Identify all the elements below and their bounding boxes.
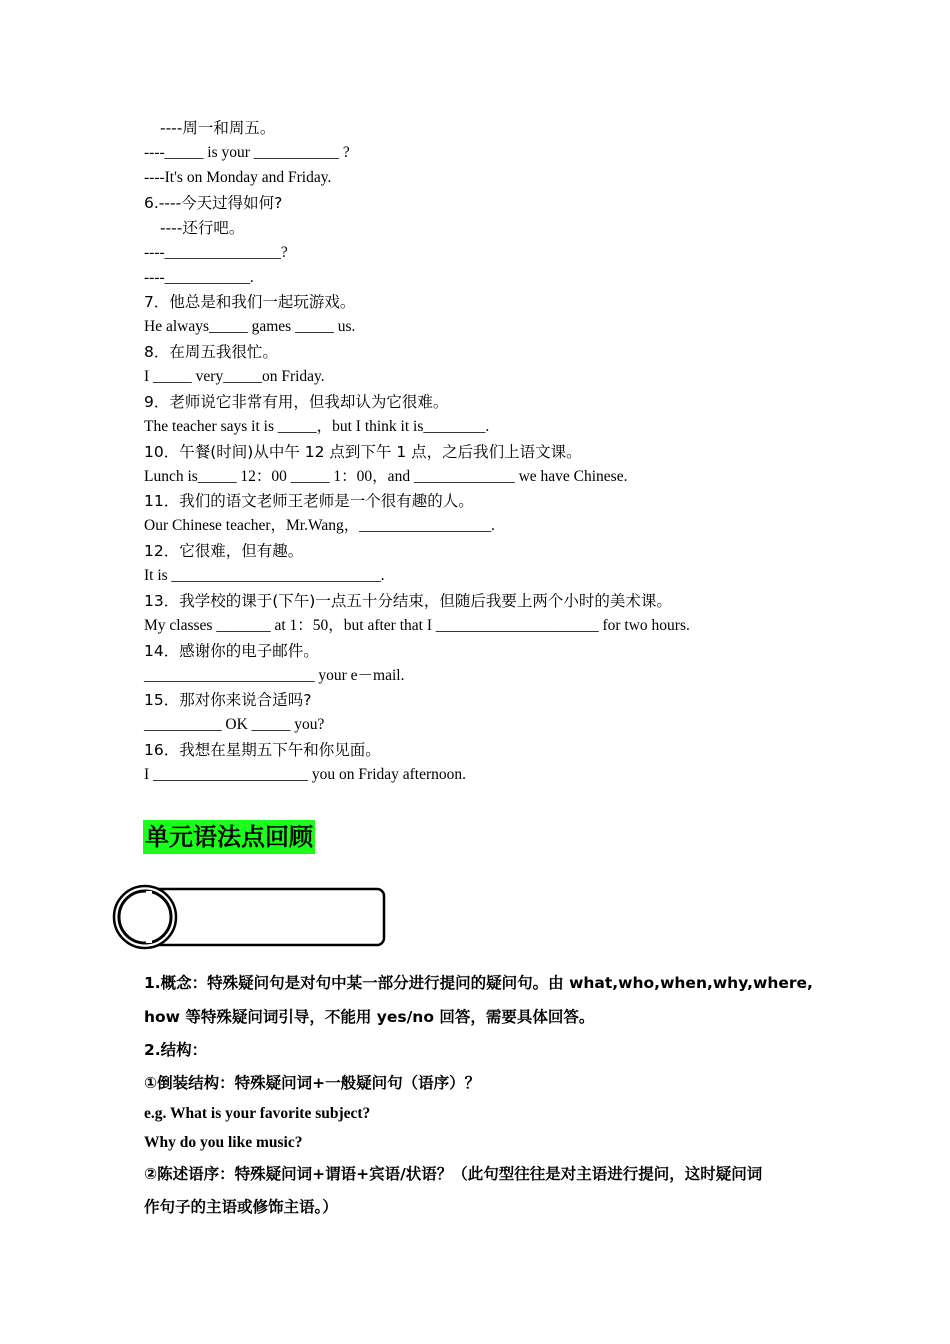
section-heading: 单元语法点回顾 [143, 820, 315, 854]
exercise-line: ----_______________? [144, 244, 288, 261]
exercise-line: 12．它很难，但有趣。 [144, 542, 304, 560]
exercise-line: He always_____ games _____ us. [144, 318, 356, 335]
exercise-line: ----还行吧。 [160, 219, 245, 237]
exercise-line: ----周一和周五。 [160, 119, 276, 137]
exercise-line: __________ OK _____ you? [144, 716, 325, 733]
exercise-line: 11．我们的语文老师王老师是一个很有趣的人。 [144, 492, 474, 510]
grammar-line: e.g. What is your favorite subject? [144, 1105, 371, 1122]
grammar-line: 1.概念：特殊疑问句是对句中某一部分进行提问的疑问句。由 what,who,when,why,where, [144, 974, 813, 992]
exercise-line: 13．我学校的课于(下午)一点五十分结束，但随后我要上两个小时的美术课。 [144, 592, 672, 610]
exercise-line: 8．在周五我很忙。 [144, 343, 278, 361]
exercise-line: 10．午餐(时间)从中午 12 点到下午 1 点，之后我们上语文课。 [144, 443, 582, 461]
exercise-line: I ____________________ you on Friday afternoon. [144, 766, 467, 783]
title-tab-decoration [112, 880, 388, 954]
exercise-line: ----It's on Monday and Friday. [144, 169, 332, 186]
grammar-line: ①倒装结构：特殊疑问词+一般疑问句（语序）？ [144, 1074, 481, 1092]
grammar-line: 作句子的主语或修饰主语。） [144, 1198, 338, 1216]
exercise-line: ----___________. [144, 269, 254, 286]
exercise-line: 14．感谢你的电子邮件。 [144, 642, 319, 660]
exercise-line: ----_____ is your ___________ ? [144, 144, 350, 161]
exercise-line: 15．那对你来说合适吗? [144, 691, 312, 709]
exercise-line: It is ___________________________. [144, 567, 385, 584]
exercise-line: 16．我想在星期五下午和你见面。 [144, 741, 381, 759]
exercise-line: The teacher says it is _____，but I think it is________. [144, 418, 490, 435]
exercise-line: Lunch is_____ 12：00 _____ 1：00，and _____________ we have Chinese. [144, 468, 628, 485]
grammar-line: 2.结构： [144, 1041, 208, 1059]
exercise-line: My classes _______ at 1：50，but after that I _____________________ for two hours. [144, 617, 690, 634]
exercise-line: ______________________ your e－mail. [144, 667, 405, 684]
exercise-line: 7．他总是和我们一起玩游戏。 [144, 293, 356, 311]
exercise-line: I _____ very_____on Friday. [144, 368, 325, 385]
exercise-line: Our Chinese teacher，Mr.Wang，_________________. [144, 517, 495, 534]
exercise-line: 6.----今天过得如何? [144, 194, 283, 212]
grammar-line: how 等特殊疑问词引导，不能用 yes/no 回答，需要具体回答。 [144, 1008, 595, 1026]
exercise-line: 9．老师说它非常有用，但我却认为它很难。 [144, 393, 449, 411]
grammar-line: Why do you like music? [144, 1134, 303, 1151]
grammar-line: ②陈述语序：特殊疑问词+谓语+宾语/状语？（此句型往往是对主语进行提问，这时疑问词 [144, 1165, 763, 1183]
